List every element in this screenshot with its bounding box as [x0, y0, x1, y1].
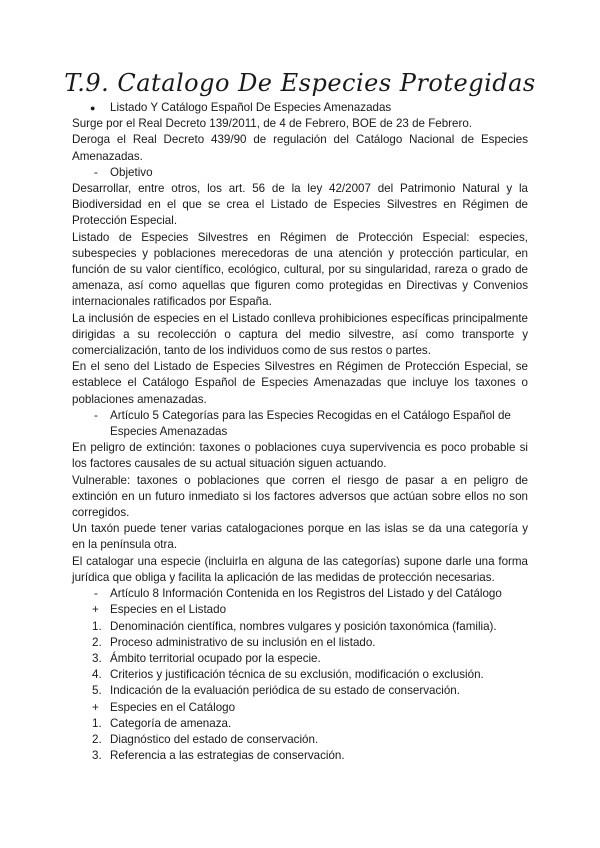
paragraph: Vulnerable: taxones o poblaciones que corren el riesgo de pasar a en peligro de extinción en un futuro inmediato si los factores adversos que actúan sobre ellos no son corregidos.: [72, 473, 528, 520]
list-marker: 1.: [92, 619, 102, 633]
paragraph: Un taxón puede tener varias catalogaciones porque en las islas se da una categoría y en la península otra.: [72, 522, 528, 552]
list-item-text: Ámbito territorial ocupado por la especie.: [110, 651, 321, 665]
list-marker: 4.: [92, 668, 102, 682]
paragraph: En peligro de extinción: taxones o poblaciones cuya supervivencia es poco probable si los factores causales de su actual situación siguen actuando.: [72, 441, 528, 471]
paragraph: Listado de Especies Silvestres en Régimen de Protección Especial: especies, subespecies y poblaciones merecedoras de una atención y protección particular, en función de su valor científico, ecológico, cultural, por su singularidad, rareza o grado de amenaza, así como aquellas que figuren como protegidas en Directivas y Convenios internacionales ratificados por España.: [72, 230, 528, 309]
list-marker: +: [92, 603, 99, 617]
list-item: [72, 667, 528, 683]
list-item: [72, 651, 528, 667]
list-item: [72, 716, 528, 732]
paragraph: Surge por el Real Decreto 139/2011, de 4 de Febrero, BOE de 23 de Febrero.: [72, 117, 473, 131]
list-item: [72, 635, 528, 651]
list-item-text: Criterios y justificación técnica de su exclusión, modificación o exclusión.: [110, 668, 484, 682]
list-marker: 3.: [92, 651, 102, 665]
list-marker: 2.: [92, 732, 102, 746]
list-item-text: Referencia a las estrategias de conservación.: [110, 749, 345, 763]
paragraph: Deroga el Real Decreto 439/90 de regulación del Catálogo Nacional de Especies Amenazadas.: [72, 133, 528, 163]
list-item-text: Listado Y Catálogo Español De Especies Amenazadas: [110, 101, 392, 114]
paragraph: Desarrollar, entre otros, los art. 56 de la ley 42/2007 del Patrimonio Natural y la Biodiversidad en el que se crea el Listado de Especies Silvestres en Régimen de Protección Especial.: [72, 182, 528, 228]
list-item-text: Especies en el Catálogo: [110, 700, 236, 714]
list-item: [72, 683, 528, 699]
list-marker: -: [94, 587, 98, 601]
list-marker: ●: [90, 103, 96, 113]
paragraph: En el seno del Listado de Especies Silvestres en Régimen de Protección Especial, se establece el Catálogo Español de Especies Amenazadas que incluye los taxones o poblaciones amenazadas.: [72, 360, 528, 406]
bullet-heading: [72, 100, 528, 116]
list-item-text: Indicación de la evaluación periódica de su estado de conservación.: [110, 684, 460, 698]
list-item-text: Categoría de amenaza.: [110, 716, 232, 730]
list-item-text: Artículo 5 Categorías para las Especies Recogidas en el Catálogo Español de Especies Amenazadas: [110, 408, 511, 439]
list-item: [72, 602, 528, 618]
list-item: [72, 732, 528, 748]
list-marker: 3.: [92, 749, 102, 763]
list-item-text: Artículo 8 Información Contenida en los Registros del Listado y del Catálogo: [110, 587, 502, 601]
section-heading: [72, 165, 528, 181]
list-marker: 1.: [92, 716, 102, 730]
list-item-text: Especies en el Listado: [110, 603, 227, 617]
list-item-text: Objetivo: [110, 165, 153, 179]
section-heading: [72, 586, 528, 602]
list-marker: 2.: [92, 635, 102, 649]
list-marker: +: [92, 700, 99, 714]
page-title: T.9. Catalogo De Especies Protegidas: [64, 69, 536, 97]
list-item-text: Denominación científica, nombres vulgares y posición taxonómica (familia).: [110, 619, 497, 633]
section-heading: [72, 408, 528, 440]
list-marker: -: [94, 408, 98, 422]
list-item: [72, 748, 528, 764]
paragraph: El catalogar una especie (incluirla en alguna de las categorías) supone darle una forma jurídica que obliga y facilita la aplicación de las medidas de protección necesarias.: [72, 554, 528, 584]
list-item-text: Diagnóstico del estado de conservación.: [110, 732, 319, 746]
list-marker: -: [94, 165, 98, 179]
list-item: [72, 700, 528, 716]
list-item: [72, 619, 528, 635]
document-body: [72, 100, 528, 764]
list-marker: 5.: [92, 684, 102, 698]
list-item-text: Proceso administrativo de su inclusión en el listado.: [110, 635, 376, 649]
paragraph: La inclusión de especies en el Listado conlleva prohibiciones específicas principalmente dirigidas a su recolección o captura del medio silvestre, así como transporte y comercialización, tanto de los individuos como de sus restos o partes.: [72, 311, 528, 358]
